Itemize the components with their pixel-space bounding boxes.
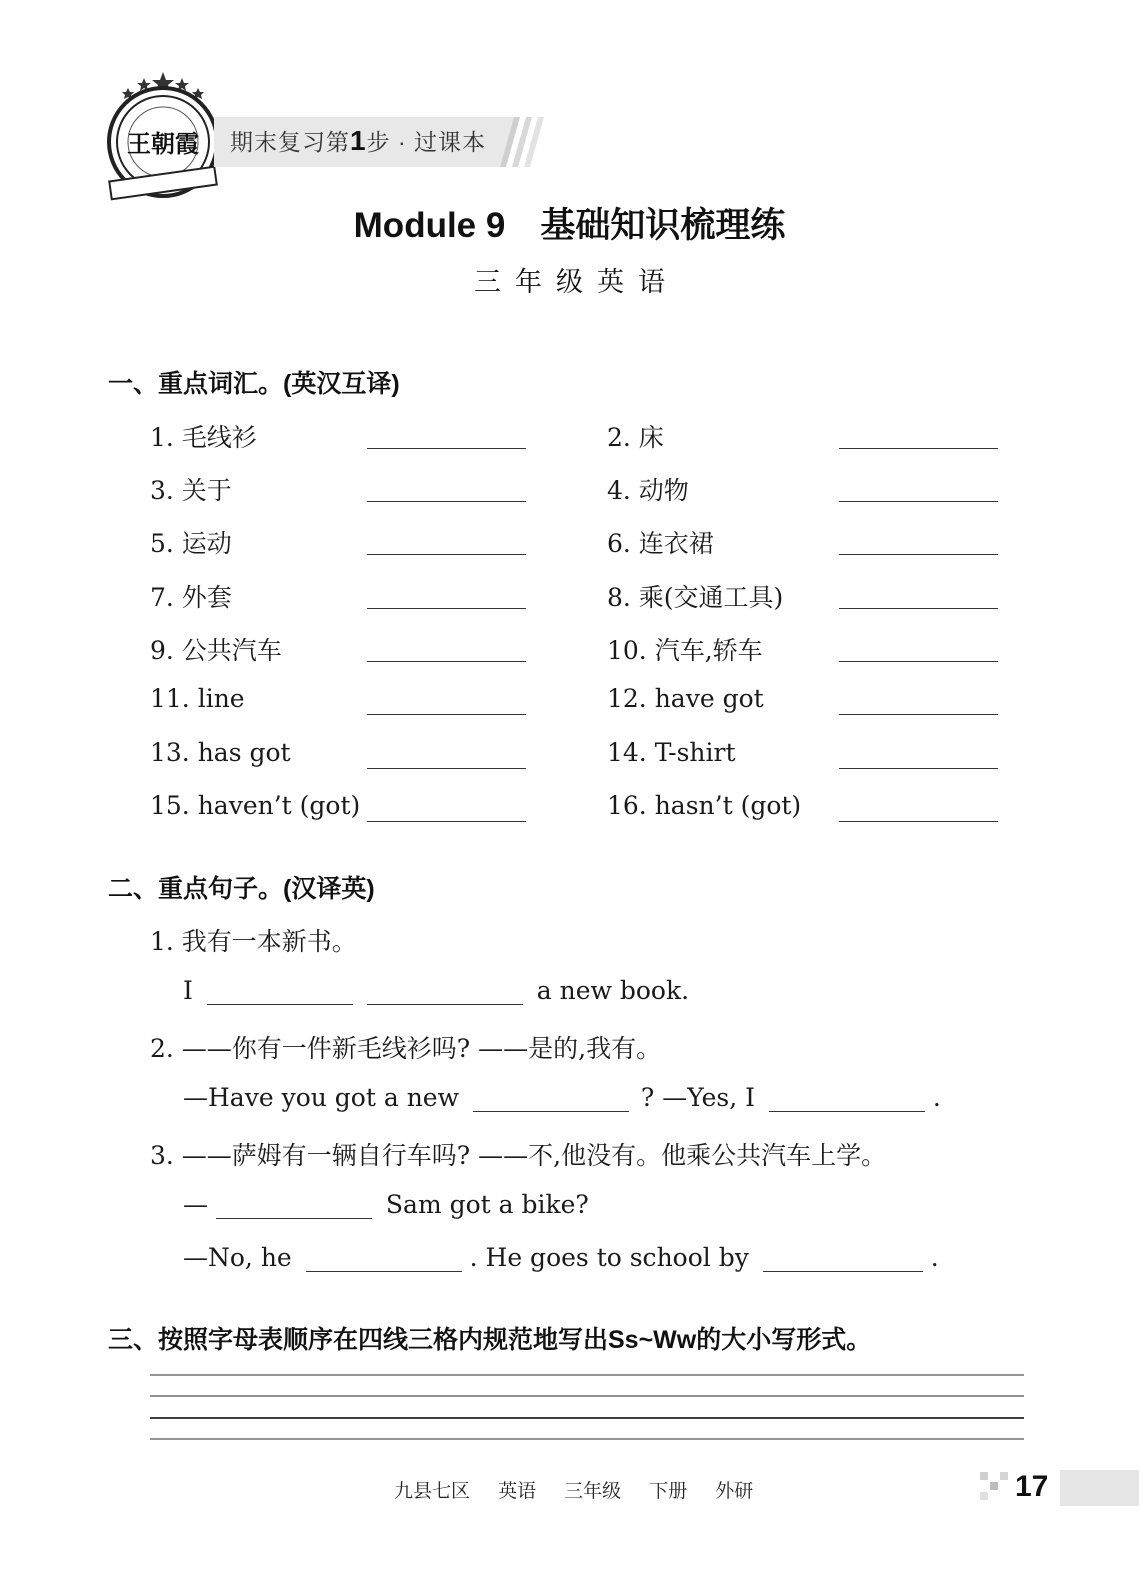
footer-volume: 下册	[649, 1480, 688, 1502]
vocab-item-7: 7. 外套	[150, 583, 232, 612]
vocab-item-11: 11. line	[150, 684, 245, 713]
answer-blank[interactable]	[367, 980, 523, 1005]
sentence-3-english-answer	[183, 1243, 939, 1272]
vocab-answer-blank-7[interactable]	[367, 608, 526, 609]
vocab-item-9: 9. 公共汽车	[150, 636, 282, 665]
answer-blank[interactable]	[216, 1194, 372, 1219]
footer-info	[394, 1476, 775, 1503]
vocab-answer-blank-8[interactable]	[839, 608, 998, 609]
sentence-1-end: a new book.	[536, 976, 690, 1005]
sentence-2-mid: ? —Yes, I	[640, 1083, 755, 1112]
vocab-item-16: 16. hasn’t (got)	[607, 791, 802, 820]
section-1-heading: 一、重点词汇。(英汉互译)	[108, 370, 400, 398]
sentence-3-dash: —	[183, 1190, 208, 1219]
vocab-answer-blank-11[interactable]	[367, 714, 526, 715]
vocab-item-12: 12. have got	[607, 684, 764, 713]
vocab-answer-blank-4[interactable]	[839, 501, 998, 502]
answer-blank[interactable]	[207, 980, 353, 1005]
footer-grade: 三年级	[564, 1480, 622, 1502]
review-step-banner: 期末复习第1步 · 过课本	[230, 125, 487, 156]
answer-blank[interactable]	[763, 1247, 923, 1272]
svg-text:王朝霞: 王朝霞	[127, 129, 199, 158]
sentence-2-start: —Have you got a new	[183, 1083, 459, 1112]
vocab-answer-blank-14[interactable]	[839, 768, 998, 769]
page-subtitle: 三年级英语	[474, 267, 679, 297]
footer-region: 九县七区	[394, 1480, 471, 1502]
footer-publisher: 外研	[715, 1480, 754, 1502]
sentence-3-question-end: Sam got a bike?	[385, 1190, 589, 1219]
vocab-item-10: 10. 汽车,轿车	[607, 636, 763, 665]
section-2-heading: 二、重点句子。(汉译英)	[108, 875, 375, 903]
vocab-item-2: 2. 床	[607, 423, 664, 452]
vocab-item-15: 15. haven’t (got)	[150, 791, 361, 820]
page-number: 17	[1015, 1470, 1049, 1503]
vocab-answer-blank-16[interactable]	[839, 821, 998, 822]
sentence-3-chinese: 3. ——萨姆有一辆自行车吗? ——不,他没有。他乘公共汽车上学。	[150, 1141, 887, 1170]
answer-blank[interactable]	[306, 1247, 462, 1272]
sentence-2-end: .	[932, 1083, 941, 1112]
sentence-1-english	[183, 976, 689, 1005]
vocab-answer-blank-9[interactable]	[367, 661, 526, 662]
vocab-item-8: 8. 乘(交通工具)	[607, 583, 784, 612]
footer-subject: 英语	[498, 1480, 537, 1502]
brand-logo	[104, 70, 222, 202]
sentence-2-chinese: 2. ——你有一件新毛线衫吗? ——是的,我有。	[150, 1034, 662, 1063]
page-number-decoration	[980, 1470, 1139, 1506]
sentence-3-answer-end: .	[930, 1243, 939, 1272]
sentence-3-english-question	[183, 1190, 589, 1219]
vocab-item-4: 4. 动物	[607, 476, 689, 505]
answer-blank[interactable]	[473, 1087, 629, 1112]
vocab-item-6: 6. 连衣裙	[607, 529, 714, 558]
vocab-item-1: 1. 毛线衫	[150, 423, 257, 452]
vocab-answer-blank-12[interactable]	[839, 714, 998, 715]
four-line-writing-grid[interactable]	[150, 1373, 1024, 1441]
vocab-item-5: 5. 运动	[150, 529, 232, 558]
vocab-item-13: 13. has got	[150, 738, 291, 767]
vocab-answer-blank-6[interactable]	[839, 554, 998, 555]
vocab-answer-blank-2[interactable]	[839, 448, 998, 449]
vocab-answer-blank-15[interactable]	[367, 821, 526, 822]
sentence-3-answer-start: —No, he	[183, 1243, 292, 1272]
vocab-answer-blank-3[interactable]	[367, 501, 526, 502]
sentence-1-chinese: 1. 我有一本新书。	[150, 927, 357, 956]
answer-blank[interactable]	[769, 1087, 925, 1112]
vocab-answer-blank-10[interactable]	[839, 661, 998, 662]
vocab-item-3: 3. 关于	[150, 476, 232, 505]
page-title: Module 9 基础知识梳理练	[353, 206, 786, 245]
vocab-answer-blank-13[interactable]	[367, 768, 526, 769]
vocab-answer-blank-1[interactable]	[367, 448, 526, 449]
sentence-1-start: I	[183, 976, 193, 1005]
sentence-2-english	[183, 1083, 941, 1112]
vocab-answer-blank-5[interactable]	[367, 554, 526, 555]
vocab-item-14: 14. T-shirt	[607, 738, 736, 767]
sentence-3-answer-mid: . He goes to school by	[469, 1243, 749, 1272]
section-3-heading: 三、按照字母表顺序在四线三格内规范地写出Ss~Ww的大小写形式。	[108, 1326, 872, 1354]
